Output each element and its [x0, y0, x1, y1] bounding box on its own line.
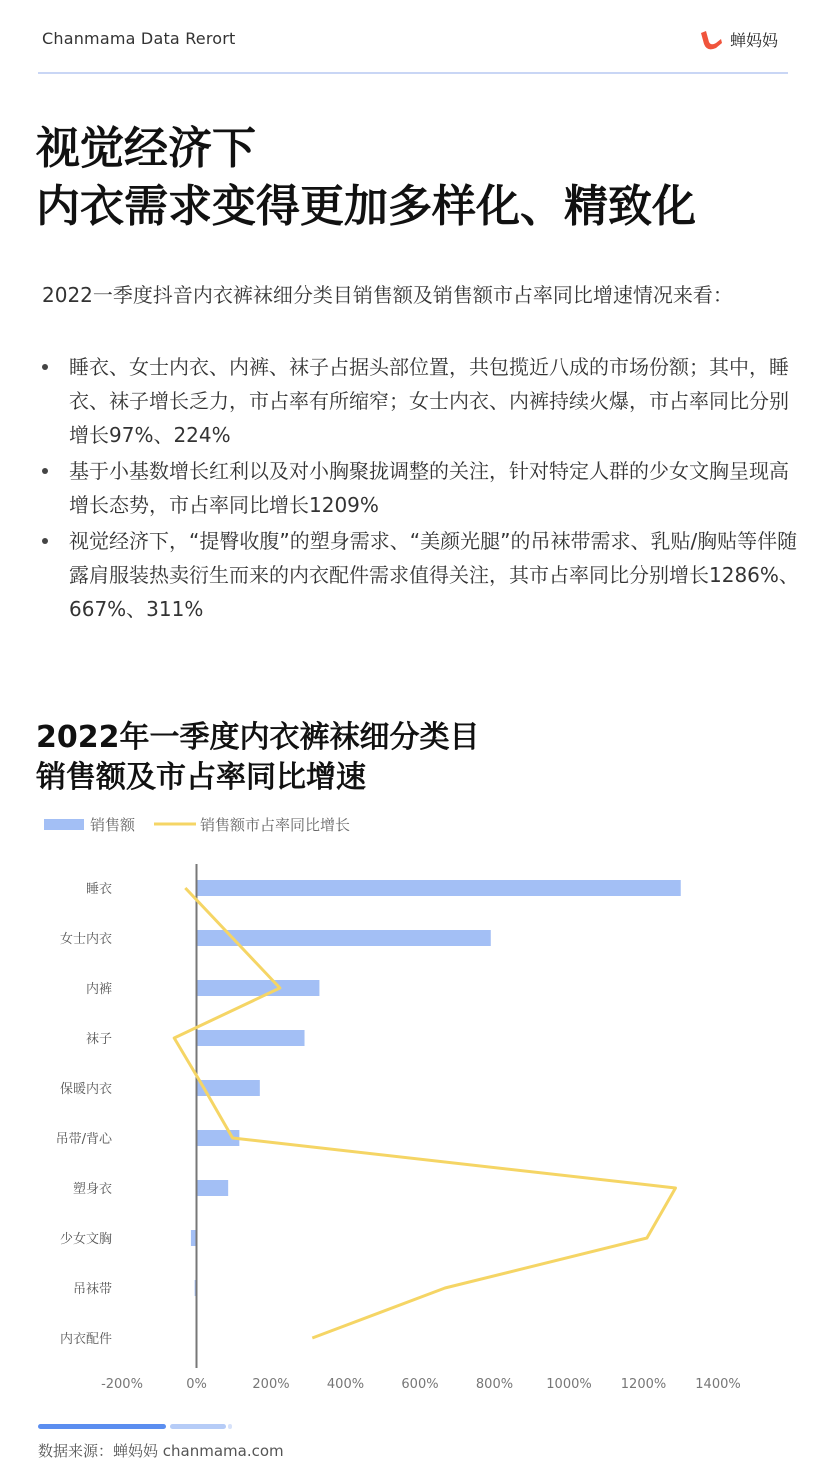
category-label: 塑身衣 [72, 1182, 112, 1197]
chart-title [36, 718, 480, 798]
bullet-dot [42, 538, 48, 544]
footer-progress-bar [228, 1424, 232, 1429]
x-tick-label: 800% [475, 1377, 514, 1392]
chart-title-line-2: 销售额及市占率同比增速 [36, 760, 366, 795]
bar-line-chart [0, 800, 830, 1400]
category-label: 少女文胸 [59, 1232, 112, 1247]
x-tick-label: 1000% [546, 1377, 592, 1392]
footer-progress-bar [38, 1424, 166, 1429]
header-divider [38, 72, 788, 74]
title-line-2: 内衣需求变得更加多样化、精致化 [36, 181, 696, 232]
bar [197, 930, 491, 946]
bar [197, 980, 320, 996]
category-label: 内裤 [85, 982, 112, 997]
bar [197, 1030, 305, 1046]
chanmama-logo [698, 28, 778, 51]
x-tick-label: 1200% [620, 1377, 667, 1392]
x-tick-label: 400% [326, 1377, 365, 1392]
category-label: 内衣配件 [59, 1332, 112, 1347]
legend-label-bar: 销售额 [90, 816, 136, 834]
category-label: 吊袜带 [72, 1282, 112, 1297]
legend-swatch-bar [44, 819, 84, 830]
growth-line [174, 888, 675, 1338]
x-tick-label: 1400% [695, 1377, 741, 1392]
bullet-text: 睡衣、女士内衣、内裤、袜子占据头部位置，共包揽近八成的市场份额；其中，睡衣、袜子增长乏力，市占率有所缩窄；女士内衣、内裤持续火爆，市占率同比分别增长97%、224% [69, 355, 789, 447]
data-source: 数据来源：蝉妈妈 chanmama.com [38, 1442, 284, 1460]
bullet-text: 基于小基数增长红利以及对小胸聚拢调整的关注，针对特定人群的少女文胸呈现高增长态势，市占率同比增长1209% [69, 459, 789, 517]
bullet-item [42, 454, 802, 522]
bar [197, 1180, 229, 1196]
page-title [36, 120, 696, 236]
logo-text: 蝉妈妈 [730, 31, 779, 50]
category-label: 睡衣 [85, 882, 112, 897]
footer-progress-bar [170, 1424, 226, 1429]
bullet-item [42, 524, 802, 626]
category-label: 袜子 [85, 1032, 112, 1047]
category-label: 吊带/背心 [55, 1132, 112, 1147]
category-label: 女士内衣 [59, 932, 112, 947]
bullet-dot [42, 364, 48, 370]
x-tick-label: -200% [101, 1377, 143, 1392]
legend-label-line: 销售额市占率同比增长 [200, 816, 351, 834]
report-brand: Chanmama Data Rerort [42, 29, 236, 48]
bullet-list [42, 350, 802, 628]
bullet-item [42, 350, 802, 452]
intro-text: 2022一季度抖音内衣裤袜细分类目销售额及销售额市占率同比增速情况来看： [42, 283, 733, 307]
bullet-text: 视觉经济下，“提臀收腹”的塑身需求、“美颜光腿”的吊袜带需求、乳贴/胸贴等伴随露肩服装热卖衍生而来的内衣配件需求值得关注，其市占率同比分别增长1286%、667%、311% [69, 529, 799, 621]
bullet-dot [42, 468, 48, 474]
category-label: 保暖内衣 [59, 1082, 112, 1097]
title-line-1: 视觉经济下 [36, 123, 256, 174]
chanmama-logo-icon [698, 29, 724, 51]
x-tick-label: 200% [252, 1377, 290, 1392]
chart-title-line-1: 2022年一季度内衣裤袜细分类目 [36, 720, 480, 755]
x-tick-label: 0% [186, 1377, 207, 1392]
bar [197, 880, 681, 896]
x-tick-label: 600% [401, 1377, 439, 1392]
